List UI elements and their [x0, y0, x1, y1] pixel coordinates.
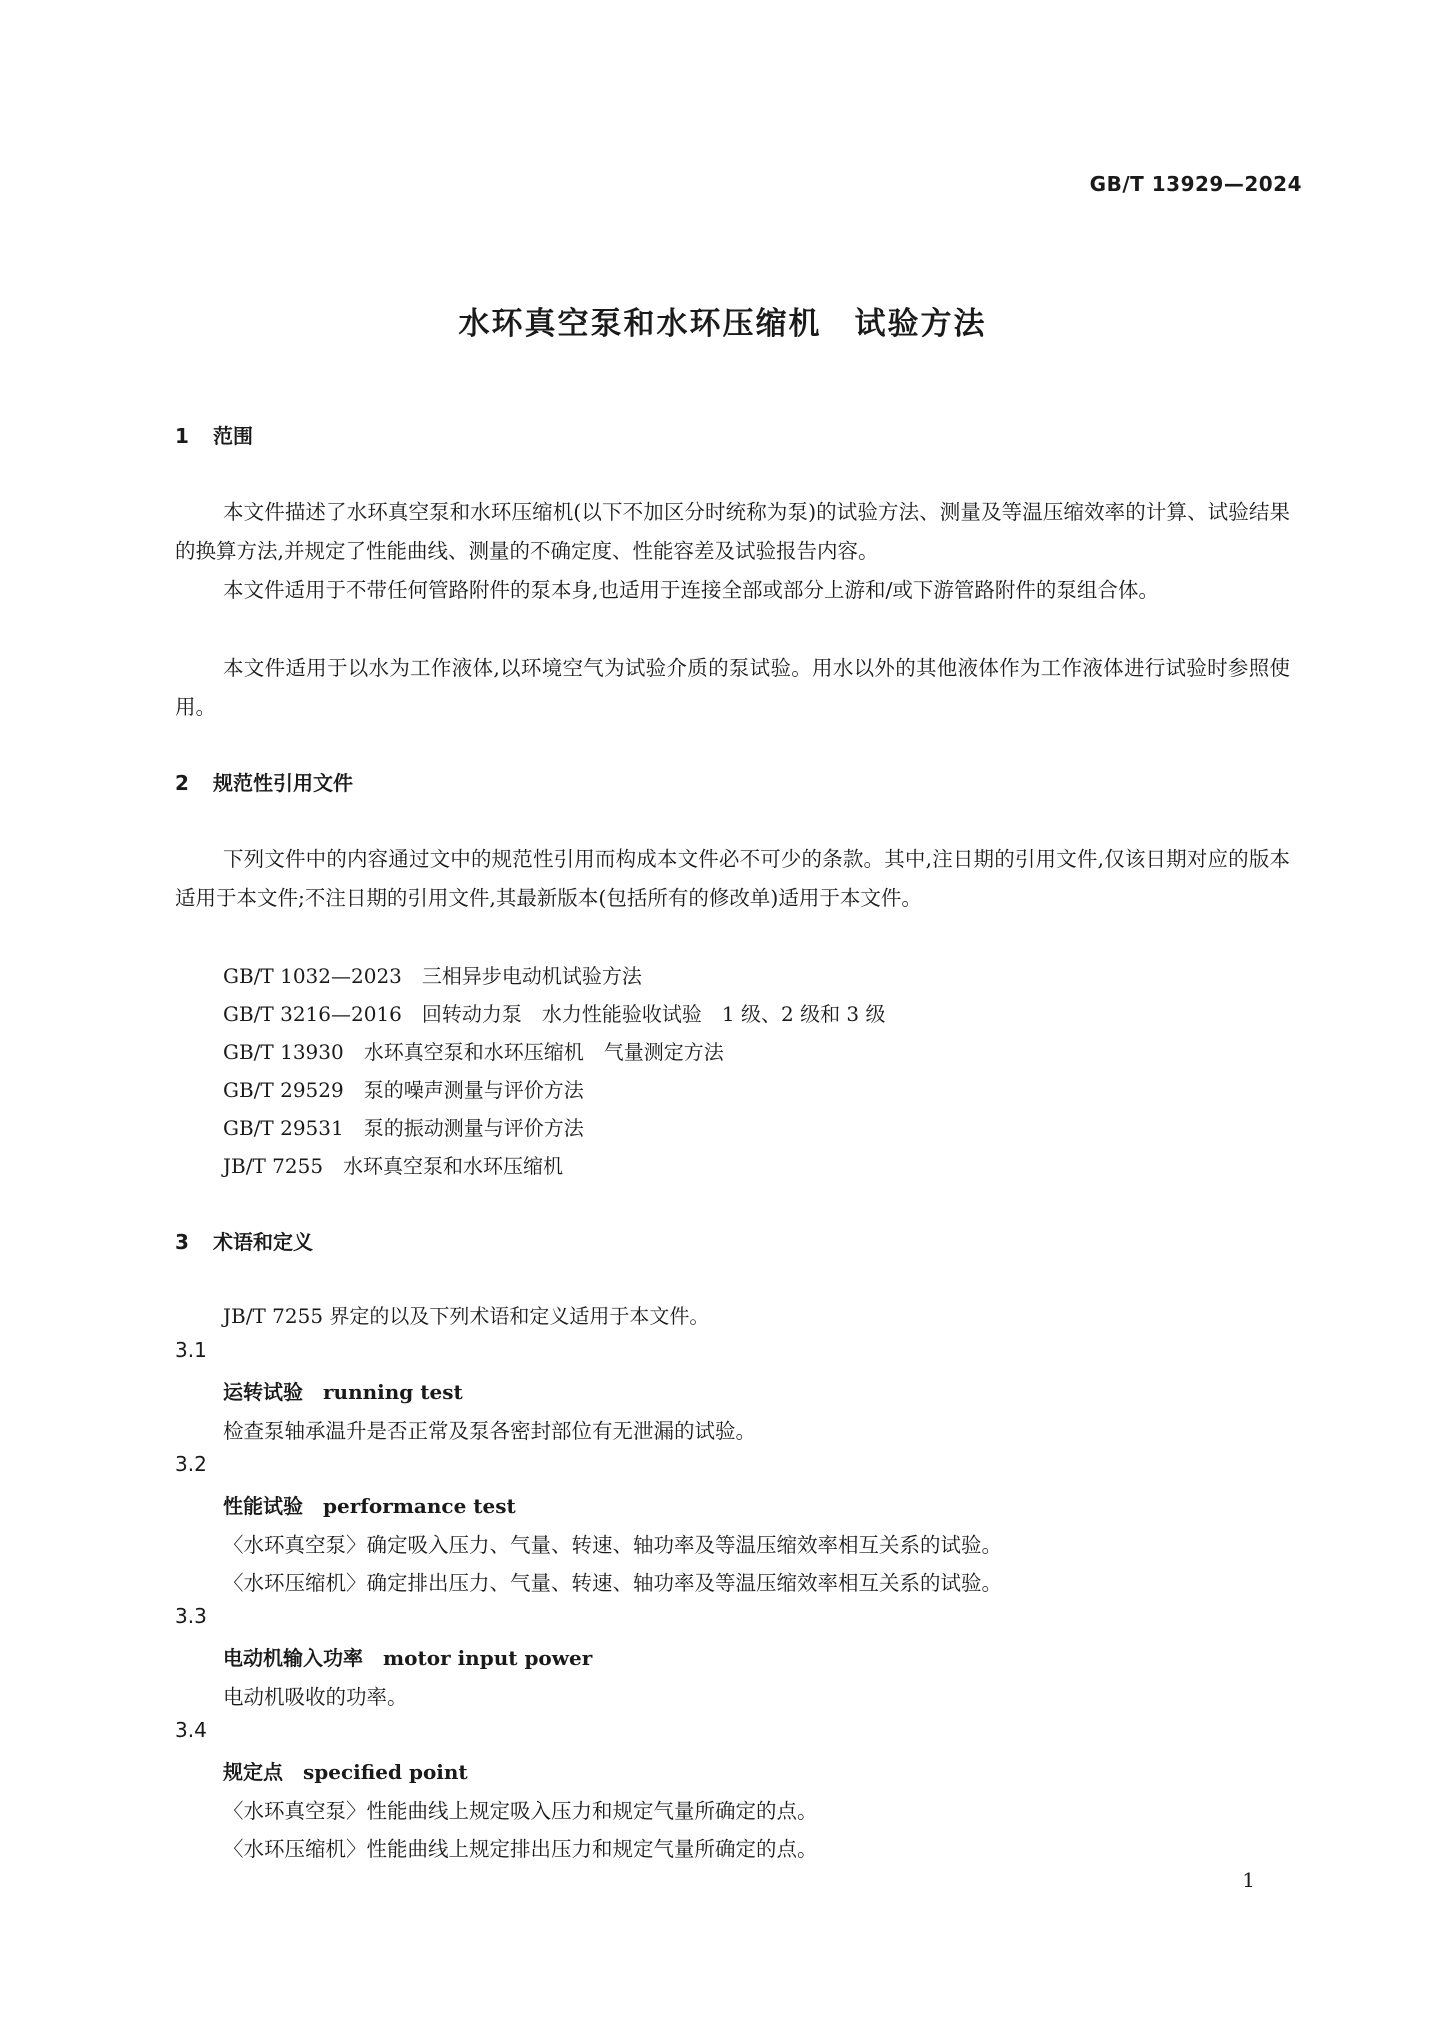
term-number: 3.3: [175, 1604, 207, 1628]
term-name-cn: 性能试验: [223, 1494, 303, 1518]
term-definition: 〈水环真空泵〉性能曲线上规定吸入压力和规定气量所确定的点。: [223, 1799, 818, 1823]
term-name-en: performance test: [323, 1494, 516, 1518]
reference-code: GB/T 1032—2023: [223, 964, 402, 988]
term-name: [223, 1490, 516, 1519]
reference-code: GB/T 29531: [223, 1116, 344, 1140]
scope-paragraph-2: 本文件适用于不带任何管路附件的泵本身,也适用于连接全部或部分上游和/或下游管路附件的泵组合体。: [223, 578, 1159, 602]
reference-item: [223, 1074, 584, 1103]
term-number: 3.2: [175, 1452, 207, 1476]
scope-paragraph-3: 本文件适用于以水为工作液体,以环境空气为试验介质的泵试验。用水以外的其他液体作为工作液体进行试验时参照使用。: [175, 656, 1290, 719]
term-name: [223, 1376, 463, 1405]
term-definition: 〈水环压缩机〉确定排出压力、气量、转速、轴功率及等温压缩效率相互关系的试验。: [223, 1571, 1002, 1595]
reference-code: JB/T 7255: [223, 1154, 324, 1178]
term-definition: 检查泵轴承温升是否正常及泵各密封部位有无泄漏的试验。: [223, 1419, 756, 1443]
reference-title: 三相异步电动机试验方法: [421, 964, 642, 988]
term-number: 3.1: [175, 1338, 207, 1362]
reference-item: [223, 960, 642, 989]
term-number: 3.4: [175, 1718, 207, 1742]
term-name: [223, 1642, 592, 1671]
section-title: 范围: [213, 424, 253, 448]
term-name-en: running test: [323, 1380, 463, 1404]
term-definition: 〈水环真空泵〉确定吸入压力、气量、转速、轴功率及等温压缩效率相互关系的试验。: [223, 1533, 1002, 1557]
reference-title: 泵的振动测量与评价方法: [363, 1116, 584, 1140]
section-3-heading: [175, 1226, 313, 1255]
reference-item: [223, 998, 886, 1027]
terms-intro: JB/T 7255 界定的以及下列术语和定义适用于本文件。: [223, 1304, 710, 1328]
term-name: [223, 1756, 468, 1785]
reference-code: GB/T 29529: [223, 1078, 344, 1102]
scope-paragraph-1: 本文件描述了水环真空泵和水环压缩机(以下不加区分时统称为泵)的试验方法、测量及等温压缩效率的计算、试验结果的换算方法,并规定了性能曲线、测量的不确定度、性能容差及试验报告内容。: [175, 500, 1290, 563]
document-title: 水环真空泵和水环压缩机 试验方法: [458, 306, 987, 342]
reference-title: 回转动力泵 水力性能验收试验 1 级、2 级和 3 级: [421, 1002, 886, 1026]
section-title: 术语和定义: [213, 1230, 313, 1254]
reference-item: [223, 1150, 563, 1179]
section-number: 2: [175, 771, 189, 795]
page-number: 1: [1242, 1868, 1255, 1892]
section-title: 规范性引用文件: [213, 771, 353, 795]
section-number: 3: [175, 1230, 189, 1254]
section-1-heading: [175, 420, 253, 449]
term-definition: 电动机吸收的功率。: [223, 1685, 408, 1709]
reference-item: [223, 1112, 584, 1141]
reference-code: GB/T 3216—2016: [223, 1002, 402, 1026]
normative-intro-paragraph: 下列文件中的内容通过文中的规范性引用而构成本文件必不可少的条款。其中,注日期的引用文件,仅该日期对应的版本适用于本文件;不注日期的引用文件,其最新版本(包括所有的修改单)适用于本文件。: [175, 847, 1290, 910]
section-number: 1: [175, 424, 189, 448]
section-2-heading: [175, 767, 353, 796]
standard-code: GB/T 13929—2024: [1089, 172, 1302, 196]
term-name-cn: 运转试验: [223, 1380, 303, 1404]
term-name-en: motor input power: [383, 1646, 593, 1670]
reference-title: 水环真空泵和水环压缩机 气量测定方法: [363, 1040, 724, 1064]
term-name-en: specified point: [303, 1760, 468, 1784]
term-name-cn: 规定点: [223, 1760, 283, 1784]
term-definition: 〈水环压缩机〉性能曲线上规定排出压力和规定气量所确定的点。: [223, 1837, 818, 1861]
reference-title: 水环真空泵和水环压缩机: [343, 1154, 564, 1178]
reference-code: GB/T 13930: [223, 1040, 344, 1064]
reference-item: [223, 1036, 724, 1065]
reference-title: 泵的噪声测量与评价方法: [363, 1078, 584, 1102]
term-name-cn: 电动机输入功率: [223, 1646, 363, 1670]
